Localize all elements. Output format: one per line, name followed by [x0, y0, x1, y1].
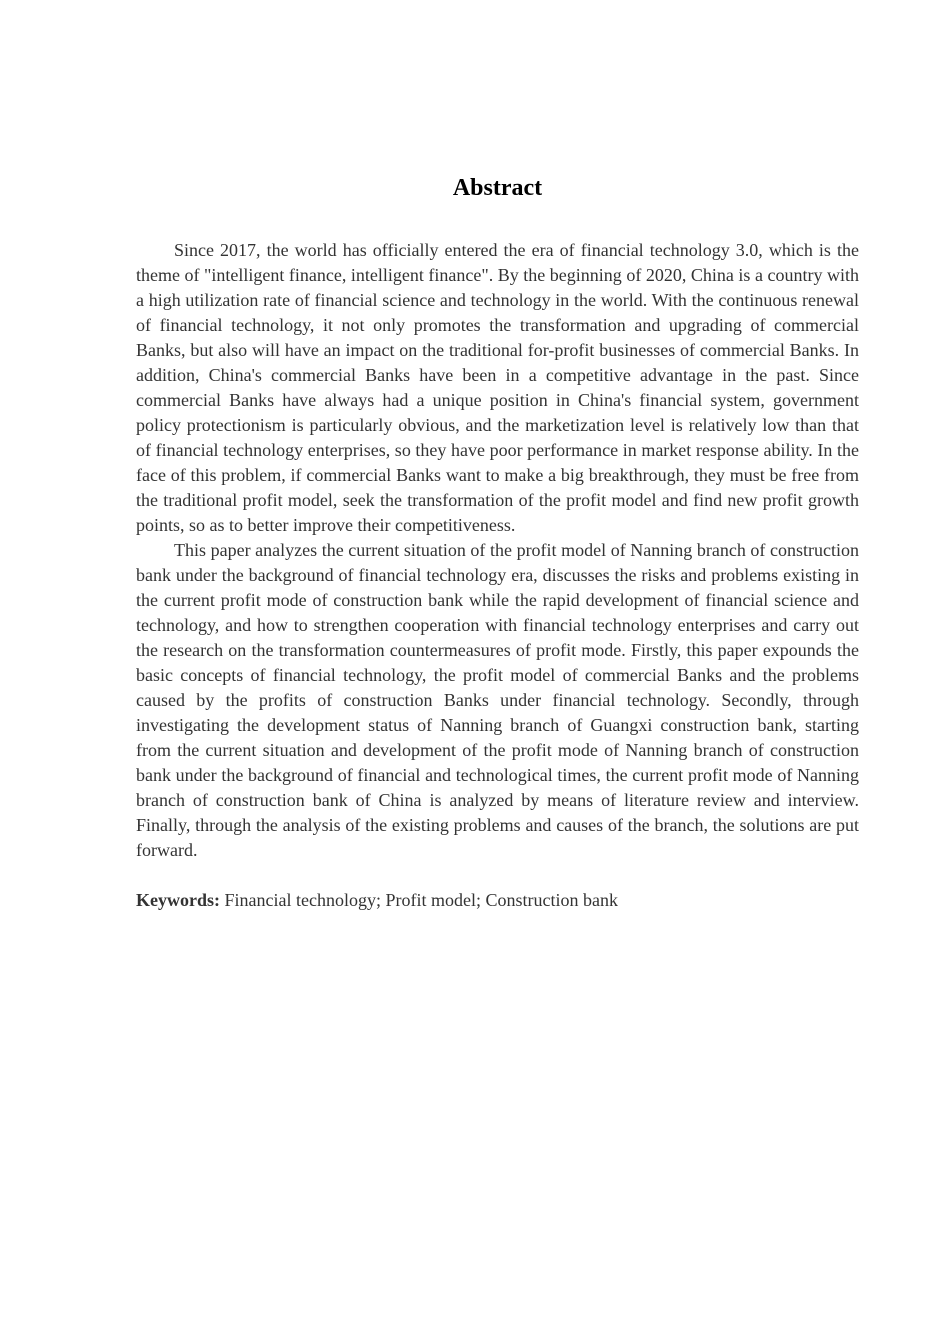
- page-title: Abstract: [452, 175, 543, 201]
- keywords-line: [136, 888, 859, 913]
- abstract-paragraph-2: This paper analyzes the current situation of the profit model of Nanning branch of construction bank under the background of financial technology era, discusses the risks and problems existing in the current profit mode of construction bank while the rapid development of financial science and technology, and how to strengthen cooperation with financial technology enterprises and carry out the research on the transformation countermeasures of profit mode. Firstly, this paper expounds the basic concepts of financial technology, the profit model of commercial Banks and the problems caused by the profits of construction Banks under financial technology. Secondly, through investigating the development status of Nanning branch of Guangxi construction bank, starting from the current situation and development of the profit mode of Nanning branch of construction bank under the background of financial and technological times, the current profit mode of Nanning branch of construction bank of China is analyzed by means of literature review and interview. Finally, through the analysis of the existing problems and causes of the branch, the solutions are put forward.: [136, 540, 859, 860]
- abstract-paragraph-1: Since 2017, the world has officially entered the era of financial technology 3.0, which is the theme of "intelligent finance, intelligent finance". By the beginning of 2020, China is a country with a high utilization rate of financial science and technology in the world. With the continuous renewal of financial technology, it not only promotes the transformation and upgrading of commercial Banks, but also will have an impact on the traditional for-profit businesses of commercial Banks. In addition, China's commercial Banks have been in a competitive advantage in the past. Since commercial Banks have always had a unique position in China's financial system, government policy protectionism is particularly obvious, and the marketization level is relatively low than that of financial technology enterprises, so they have poor performance in market response ability. In the face of this problem, if commercial Banks want to make a big breakthrough, they must be free from the traditional profit model, seek the transformation of the profit model and find new profit growth points, so as to better improve their competitiveness.: [136, 240, 859, 535]
- abstract-page: [136, 172, 859, 913]
- keywords-value: Financial technology; Profit model; Construction bank: [224, 890, 618, 910]
- keywords-label: Keywords:: [136, 890, 220, 910]
- abstract-body: [136, 238, 859, 863]
